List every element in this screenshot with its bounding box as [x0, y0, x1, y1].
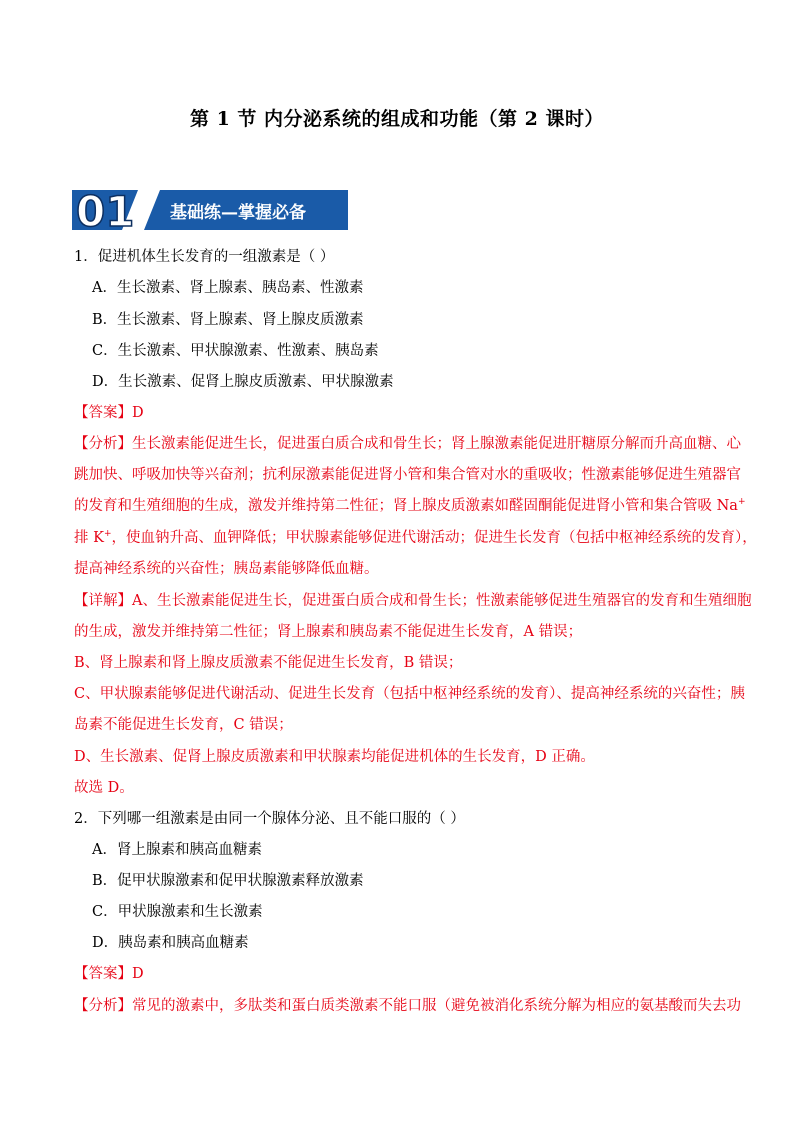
analysis-text: 生长激素能促进生长，促进蛋白质合成和骨生长；肾上腺激素能促进肝糖原分解而升高血糖、心 [132, 436, 741, 452]
analysis-line-3 [74, 496, 746, 516]
question-2-stem: 2．下列哪一组激素是由同一个腺体分泌、且不能口服的（ ） [74, 811, 465, 827]
banner-label: 基础练—掌握必备 [170, 203, 306, 223]
detail-line-1 [74, 591, 752, 611]
detail-line-3: B、肾上腺素和肾上腺皮质激素不能促进生长发育，B 错误； [74, 655, 463, 671]
question-1-option-c: C．生长激素、甲状腺激素、性激素、胰岛素 [92, 343, 379, 359]
analysis-text: 排 K [74, 530, 104, 546]
answer-value: D [132, 405, 144, 421]
conclusion: 故选 D。 [74, 780, 134, 796]
analysis-line-5: 提高神经系统的兴奋性；胰岛素能够降低血糖。 [74, 561, 379, 577]
analysis-tag: 【分析】 [74, 436, 132, 452]
banner-number: 01 [76, 187, 135, 234]
analysis-text: ，使血钠升高、血钾降低；甲状腺素能够促进代谢活动；促进生长发育（包括中枢神经系统的发育）， [111, 530, 757, 546]
question-2-option-d: D．胰岛素和胰高血糖素 [92, 935, 249, 951]
section-banner [72, 186, 348, 234]
question-1-answer [74, 403, 724, 423]
detail-line-6: D、生长激素、促肾上腺皮质激素和甲状腺素均能促进机体的生长发育，D 正确。 [74, 749, 595, 765]
detail-tag: 【详解】 [74, 593, 132, 609]
analysis-line-1 [74, 434, 741, 454]
detail-line-4: C、甲状腺素能够促进代谢活动、促进生长发育（包括中枢神经系统的发育）、提高神经系统的兴奋性；胰 [74, 686, 745, 702]
question-2-option-b: B．促甲状腺激素和促甲状腺激素释放激素 [92, 873, 364, 889]
answer-value: D [132, 966, 144, 982]
detail-line-5: 岛素不能促进生长发育，C 错误； [74, 717, 293, 733]
analysis-text: 的发育和生殖细胞的生成，激发并维持第二性征；肾上腺皮质激素如醛固酮能促进肾小管和集合管吸 Na [74, 498, 738, 514]
superscript-plus: + [103, 529, 112, 540]
analysis-line-2: 跳加快、呼吸加快等兴奋剂；抗利尿激素能促进肾小管和集合管对水的重吸收；性激素能够促进生殖器官 [74, 467, 741, 483]
analysis-tag: 【分析】 [74, 998, 132, 1014]
detail-line-2: 的生成，激发并维持第二性征；肾上腺素和胰岛素不能促进生长发育，A 错误； [74, 624, 583, 640]
analysis-text: 常见的激素中，多肽类和蛋白质类激素不能口服（避免被消化系统分解为相应的氨基酸而失去功 [132, 998, 741, 1014]
answer-tag: 【答案】 [74, 966, 132, 982]
question-1-option-b: B．生长激素、肾上腺素、肾上腺皮质激素 [92, 312, 364, 328]
question-2-analysis [74, 996, 741, 1016]
question-1-option-a: A．生长激素、肾上腺素、胰岛素、性激素 [92, 280, 364, 296]
answer-tag: 【答案】 [74, 405, 132, 421]
question-2-option-c: C．甲状腺激素和生长激素 [92, 904, 263, 920]
question-1-stem: 1．促进机体生长发育的一组激素是（ ） [74, 249, 335, 265]
page-title: 第 1 节 内分泌系统的组成和功能（第 2 课时） [189, 108, 604, 130]
question-2-answer [74, 964, 724, 984]
superscript-plus: + [737, 497, 746, 508]
question-2-option-a: A．肾上腺素和胰高血糖素 [92, 842, 262, 858]
analysis-line-4 [74, 528, 757, 548]
detail-text: A、生长激素能促进生长，促进蛋白质合成和骨生长；性激素能够促进生殖器官的发育和生殖细胞 [132, 593, 752, 609]
question-1-option-d: D．生长激素、促肾上腺皮质激素、甲状腺激素 [92, 374, 394, 390]
